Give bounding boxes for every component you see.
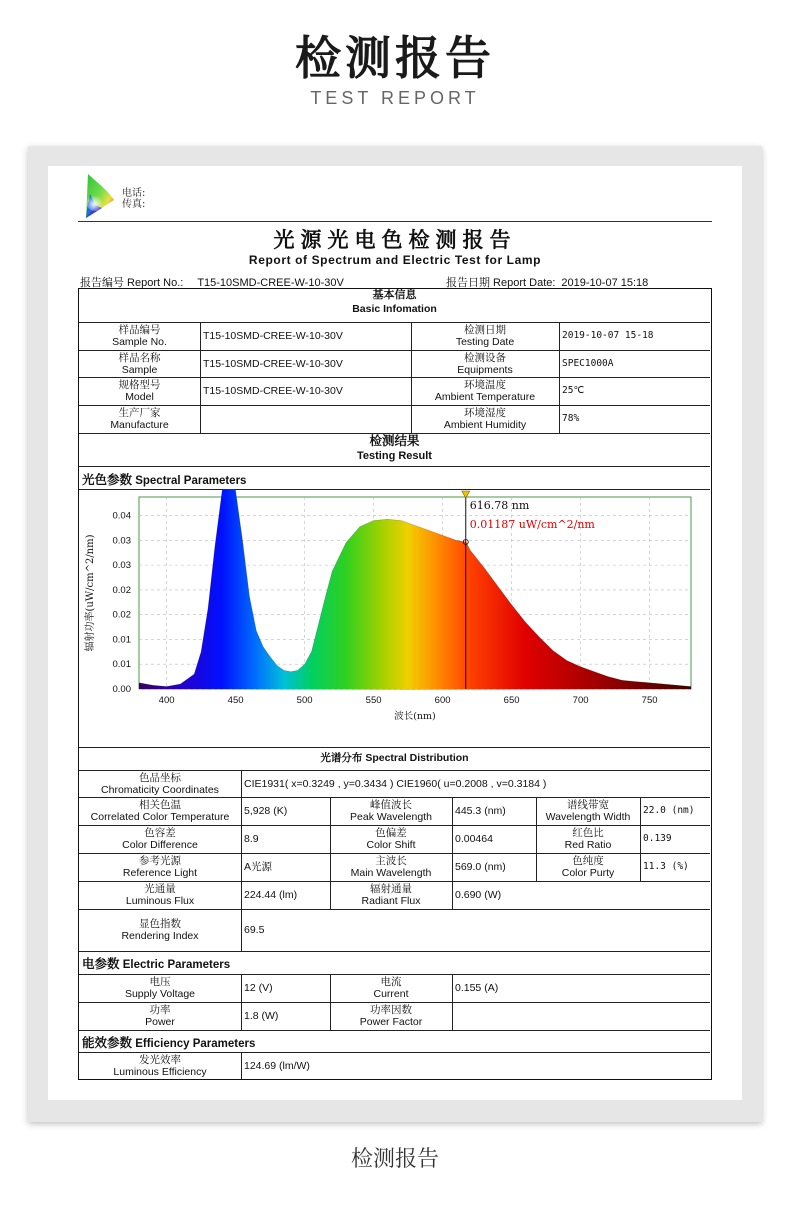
basic-heading-zh: 基本信息 bbox=[372, 289, 417, 301]
luminous-efficiency-label-zh: 发光效率 bbox=[139, 1053, 181, 1066]
basic-label2-3-en: Ambient Humidity bbox=[443, 419, 527, 431]
spectral-section-zh: 光色参数 bbox=[82, 472, 133, 487]
y-tick-label: 0.01 bbox=[112, 634, 131, 646]
basic-label2-0-en: Testing Date bbox=[455, 336, 515, 348]
spectral-label-b-0-en: Peak Wavelength bbox=[350, 811, 432, 823]
cursor-y-readout: 0.01187 uW/cm^2/nm bbox=[469, 518, 595, 531]
spectral-value-0: 5,928 (K) bbox=[244, 805, 288, 817]
spectral-value-1: 8.9 bbox=[244, 833, 259, 845]
spectral-label-b-1-en: Color Shift bbox=[366, 839, 416, 851]
spectral-label-3 bbox=[79, 881, 241, 909]
basic-label2-1-en: Equipments bbox=[457, 363, 513, 376]
spectral-label-b-0 bbox=[330, 797, 452, 825]
basic-value-2: T15-10SMD-CREE-W-10-30V bbox=[203, 385, 343, 397]
electric-value-b-1 bbox=[452, 1002, 632, 1030]
spectral-label-c-2 bbox=[536, 853, 640, 881]
spectral-label-c-2-en: Color Purty bbox=[561, 867, 615, 879]
basic-label-2 bbox=[79, 377, 200, 405]
basic-value-0: T15-10SMD-CREE-W-10-30V bbox=[203, 330, 343, 342]
basic-label2-1 bbox=[411, 350, 559, 377]
x-tick-label: 700 bbox=[572, 695, 589, 706]
y-axis-label: 辐射功率(uW/cm^2/nm) bbox=[85, 534, 96, 652]
basic-label-1-en: Sample bbox=[121, 363, 158, 376]
basic-value-3 bbox=[200, 405, 411, 433]
spectral-label-1-en: Color Difference bbox=[122, 839, 198, 851]
spectral-value-b-0: 445.3 (nm) bbox=[455, 805, 506, 817]
report-number-label: 报告编号 Report No.: bbox=[80, 277, 184, 289]
spectral-label-0-en: Correlated Color Temperature bbox=[90, 811, 230, 823]
spectral-label-b-2-zh: 主波长 bbox=[375, 855, 407, 867]
spectral-label-b-2-en: Main Wavelength bbox=[350, 867, 432, 879]
basic-value2-2: 25℃ bbox=[562, 385, 585, 396]
rendering-index-label-en: Rendering Index bbox=[121, 930, 199, 942]
basic-label2-2 bbox=[411, 377, 559, 405]
spectral-value-b-1: 0.00464 bbox=[455, 833, 493, 845]
spectral-label-0-zh: 相关色温 bbox=[139, 799, 181, 811]
electric-label-1-zh: 功率 bbox=[149, 1004, 171, 1016]
spectral-label-1-zh: 色容差 bbox=[144, 827, 176, 839]
electric-section-title bbox=[82, 954, 230, 972]
spectral-label-b-3-zh: 辐射通量 bbox=[370, 883, 412, 895]
electric-label-b-0 bbox=[330, 974, 452, 1002]
spectral-label-b-1 bbox=[330, 825, 452, 853]
report-number-value: T15-10SMD-CREE-W-10-30V bbox=[197, 277, 344, 289]
basic-value2-1: SPEC1000A bbox=[562, 357, 614, 369]
electric-label-b-1-zh: 功率因数 bbox=[370, 1004, 412, 1016]
spectral-label-b-1-zh: 色偏差 bbox=[375, 827, 407, 839]
spectral-label-c-1 bbox=[536, 825, 640, 853]
chromaticity-label-zh: 色品坐标 bbox=[139, 771, 181, 784]
spectral-label-c-2-zh: 色纯度 bbox=[572, 855, 604, 867]
spectral-label-0 bbox=[79, 797, 241, 825]
basic-label2-0-zh: 检测日期 bbox=[464, 324, 506, 336]
spectral-value-c-1: 0.139 bbox=[643, 833, 672, 844]
electric-label-b-0-zh: 电流 bbox=[380, 976, 402, 988]
spectral-label-c-0-zh: 谱线带宽 bbox=[567, 799, 609, 811]
spectral-value-b-3: 0.690 (W) bbox=[455, 889, 502, 901]
basic-label2-2-en: Ambient Temperature bbox=[434, 391, 536, 403]
electric-value-0: 12 (V) bbox=[244, 982, 273, 994]
spectral-label-2-en: Reference Light bbox=[122, 867, 198, 879]
electric-label-0-en: Supply Voltage bbox=[124, 988, 196, 1000]
rendering-index-label bbox=[79, 909, 241, 951]
report-paper bbox=[48, 166, 742, 1100]
electric-label-b-1-en: Power Factor bbox=[359, 1016, 423, 1028]
spectral-label-b-3-en: Radiant Flux bbox=[361, 895, 421, 907]
basic-label2-3 bbox=[411, 405, 559, 433]
y-tick-label: 0.02 bbox=[112, 609, 131, 621]
electric-label-1-en: Power bbox=[145, 1016, 175, 1028]
x-tick-label: 750 bbox=[641, 695, 658, 706]
spectral-label-c-0 bbox=[536, 797, 640, 825]
y-tick-label: 0.00 bbox=[112, 684, 131, 695]
electric-label-b-1 bbox=[330, 1002, 452, 1030]
spectral-value-2: A光源 bbox=[244, 861, 273, 873]
basic-label-0-zh: 样品编号 bbox=[118, 324, 161, 336]
spectral-label-b-2 bbox=[330, 853, 452, 881]
spectral-distribution-chart bbox=[79, 489, 710, 747]
spectral-label-c-0-en: Wavelength Width bbox=[545, 811, 631, 823]
cursor-x-readout: 616.78 nm bbox=[469, 499, 530, 512]
electric-value-1: 1.8 (W) bbox=[244, 1010, 279, 1022]
chromaticity-label-en: Chromaticity Coordinates bbox=[101, 783, 219, 796]
report-title-zh: 光源光电色检测报告 bbox=[273, 227, 517, 252]
x-axis-label: 波长(nm) bbox=[394, 711, 436, 722]
x-tick-label: 400 bbox=[158, 695, 175, 706]
page-subtitle: TEST REPORT bbox=[310, 88, 480, 108]
y-tick-label: 0.01 bbox=[112, 659, 131, 671]
spectral-value-3: 224.44 (lm) bbox=[244, 889, 298, 901]
footer-caption: 检测报告 bbox=[350, 1147, 439, 1172]
basic-label2-1-zh: 检测设备 bbox=[464, 351, 506, 364]
efficiency-section-en: Efficiency Parameters bbox=[135, 1038, 256, 1050]
result-heading-en: Testing Result bbox=[357, 450, 432, 462]
basic-label-2-en: Model bbox=[125, 391, 154, 403]
basic-label-1-zh: 样品名称 bbox=[118, 351, 161, 364]
basic-label-0-en: Sample No. bbox=[112, 336, 167, 348]
y-tick-label: 0.03 bbox=[112, 560, 131, 572]
spectral-label-2-zh: 参考光源 bbox=[139, 855, 181, 867]
electric-value-b-0: 0.155 (A) bbox=[455, 982, 499, 994]
header-divider bbox=[78, 221, 712, 222]
spectral-value-c-2: 11.3 (%) bbox=[643, 861, 689, 872]
luminous-efficiency-label-en: Luminous Efficiency bbox=[113, 1065, 207, 1078]
spectral-label-1 bbox=[79, 825, 241, 853]
contact-phone: 电话: bbox=[122, 188, 146, 199]
basic-label2-3-zh: 环境湿度 bbox=[464, 407, 506, 419]
basic-label-0 bbox=[79, 322, 200, 350]
page-title: 检测报告 bbox=[295, 31, 495, 85]
contact-fax: 传真: bbox=[122, 199, 146, 210]
spectral-section-en: Spectral Parameters bbox=[135, 475, 247, 487]
chromaticity-label bbox=[79, 770, 241, 797]
report-table bbox=[78, 288, 712, 1080]
report-title-en: Report of Spectrum and Electric Test for Lamp bbox=[248, 253, 542, 267]
x-tick-label: 550 bbox=[365, 695, 382, 706]
basic-label-2-zh: 规格型号 bbox=[118, 379, 161, 391]
contact-block bbox=[122, 188, 145, 210]
electric-label-1 bbox=[79, 1002, 241, 1030]
basic-label-3-en: Manufacture bbox=[110, 419, 169, 431]
electric-section-zh: 电参数 bbox=[82, 956, 120, 971]
x-tick-label: 650 bbox=[503, 695, 520, 706]
spectral-distribution-label: 光谱分布 Spectral Distribution bbox=[320, 752, 469, 764]
x-tick-label: 600 bbox=[434, 695, 451, 706]
electric-label-b-0-en: Current bbox=[373, 988, 409, 1000]
report-date-label: 报告日期 Report Date: bbox=[446, 277, 556, 289]
spectral-label-3-zh: 光通量 bbox=[144, 883, 176, 895]
spectral-label-b-3 bbox=[330, 881, 452, 909]
luminous-efficiency-label bbox=[79, 1052, 241, 1079]
basic-label2-2-zh: 环境温度 bbox=[464, 379, 506, 391]
spectral-label-b-0-zh: 峰值波长 bbox=[370, 799, 412, 811]
efficiency-section-zh: 能效参数 bbox=[82, 1035, 133, 1050]
electric-label-0-zh: 电压 bbox=[149, 976, 171, 988]
basic-label-3 bbox=[79, 405, 200, 433]
spectral-label-c-1-zh: 红色比 bbox=[572, 827, 604, 839]
basic-value-1: T15-10SMD-CREE-W-10-30V bbox=[203, 357, 343, 370]
rendering-index-value: 69.5 bbox=[244, 924, 265, 936]
efficiency-section-title bbox=[82, 1033, 255, 1051]
basic-heading-en: Basic Infomation bbox=[352, 303, 437, 315]
y-tick-label: 0.02 bbox=[112, 584, 131, 596]
result-heading-zh: 检测结果 bbox=[369, 433, 420, 448]
x-tick-label: 450 bbox=[227, 695, 244, 706]
x-tick-label: 500 bbox=[296, 695, 313, 706]
spectral-label-3-en: Luminous Flux bbox=[125, 895, 195, 907]
electric-label-0 bbox=[79, 974, 241, 1002]
chromaticity-value: CIE1931( x=0.3249 , y=0.3434 ) CIE1960( u=0.2008 , v=0.3184 ) bbox=[244, 777, 547, 790]
luminous-efficiency-value: 124.69 (lm/W) bbox=[244, 1059, 310, 1072]
report-date-value: 2019-10-07 15:18 bbox=[561, 277, 649, 289]
basic-value2-0: 2019-10-07 15-18 bbox=[562, 330, 654, 341]
spectral-value-b-2: 569.0 (nm) bbox=[455, 861, 506, 873]
basic-label2-0 bbox=[411, 322, 559, 350]
y-tick-label: 0.03 bbox=[112, 535, 131, 547]
y-tick-label: 0.04 bbox=[112, 510, 131, 522]
spectral-label-2 bbox=[79, 853, 241, 881]
spectral-section-title bbox=[82, 470, 246, 488]
spectrum-logo-icon bbox=[78, 172, 116, 220]
basic-label-1 bbox=[79, 350, 200, 377]
basic-label-3-zh: 生产厂家 bbox=[118, 407, 161, 419]
rendering-index-label-zh: 显色指数 bbox=[139, 918, 181, 930]
spectral-label-c-1-en: Red Ratio bbox=[564, 839, 612, 851]
basic-value2-3: 78% bbox=[562, 413, 580, 424]
electric-section-en: Electric Parameters bbox=[122, 959, 231, 971]
spectral-value-c-0: 22.0 (nm) bbox=[643, 805, 695, 816]
